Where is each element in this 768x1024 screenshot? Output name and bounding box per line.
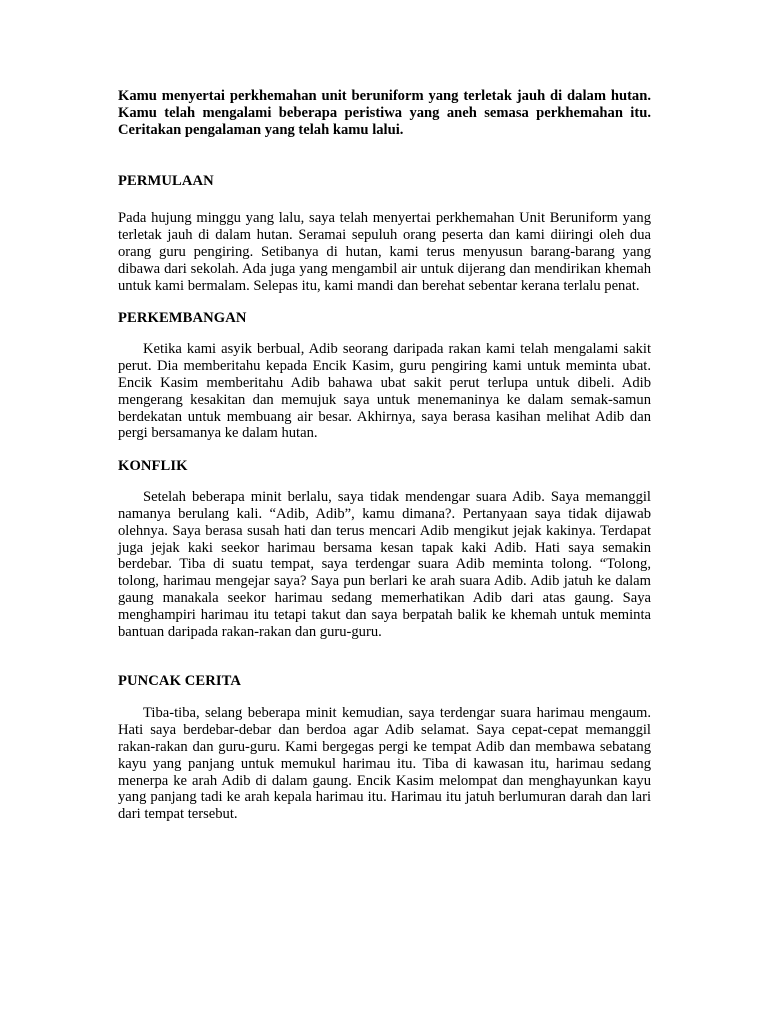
essay-question: Kamu menyertai perkhemahan unit beruniform yang terletak jauh di dalam hutan. Kamu telah mengalami beberapa peristiwa yang aneh semasa perkhemahan itu. Ceritakan pengalaman yang telah kamu lalui. [118,88,651,138]
section-heading-konflik: KONFLIK [118,458,188,475]
document-page [118,88,651,823]
section-heading-perkembangan: PERKEMBANGAN [118,310,247,327]
section-text-puncak-cerita: Tiba-tiba, selang beberapa minit kemudian, saya terdengar suara harimau mengaum. Hati saya berdebar-debar dan berdoa agar Adib selamat. Saya cepat-cepat memanggil rakan-rakan dan guru-guru. Kami bergegas pergi ke tempat Adib dan membawa sebatang kayu yang panjang untuk memukul harimau itu. Tiba di kawasan itu, harimau sedang menerpa ke arah Adib di dalam gaung. Encik Kasim melompat dan menghayunkan kayu yang panjang tadi ke arah kepala harimau itu. Harimau itu jatuh berlumuran darah dan lari dari tempat tersebut. [118,705,651,823]
section-text-konflik: Setelah beberapa minit berlalu, saya tidak mendengar suara Adib. Saya memanggil namanya berulang kali. “Adib, Adib”, kamu dimana?. Pertanyaan saya tidak dijawab olehnya. Saya berasa susah hati dan terus mencari Adib mengikut jejak kakinya. Terdapat juga jejak kaki seekor harimau bersama kesan tapak kaki Adib. Hati saya semakin berdebar. Tiba di suatu tempat, saya terdengar suara Adib meminta tolong. “Tolong, tolong, harimau mengejar saya? Saya pun berlari ke arah suara Adib. Adib jatuh ke dalam gaung manakala seekor harimau sedang memerhatikan Adib dari atas gaung. Saya menghampiri harimau itu tetapi takut dan saya berpatah balik ke khemah untuk meminta bantuan daripada rakan-rakan dan guru-guru. [118,489,651,640]
section-heading-puncak-cerita: PUNCAK CERITA [118,673,242,690]
section-text-perkembangan: Ketika kami asyik berbual, Adib seorang daripada rakan kami telah mengalami sakit perut. Dia memberitahu kepada Encik Kasim, guru pengiring kami untuk meminta ubat. Encik Kasim memberitahu Adib bahawa ubat sakit perut terlupa untuk dibeli. Adib mengerang kesakitan dan memujuk saya untuk menemaninya ke dalam semak-samun berdekatan untuk membuang air besar. Akhirnya, saya berasa kasihan melihat Adib dan pergi bersamanya ke dalam hutan. [118,341,651,442]
section-text-permulaan: Pada hujung minggu yang lalu, saya telah menyertai perkhemahan Unit Beruniform yang terletak jauh di dalam hutan. Seramai sepuluh orang peserta dan kami diiringi oleh dua orang guru pengiring. Setibanya di hutan, kami terus menyusun barang-barang yang dibawa dari sekolah. Ada juga yang mengambil air untuk dijerang dan mendirikan khemah untuk kami bermalam. Selepas itu, kami mandi dan berehat sebentar kerana terlalu penat. [118,210,651,294]
section-heading-permulaan: PERMULAAN [118,173,214,190]
